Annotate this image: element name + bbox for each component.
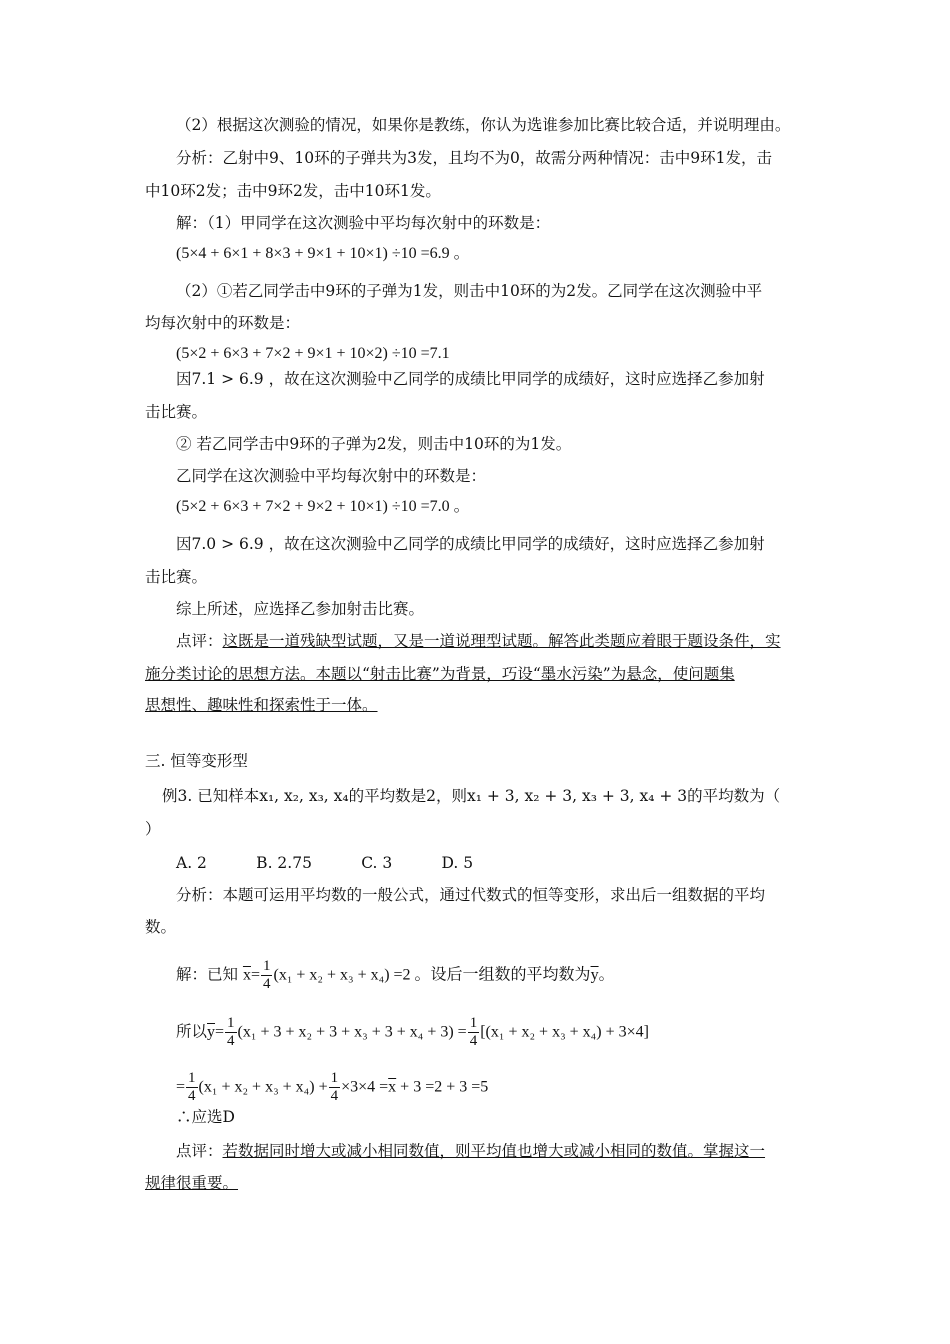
text-line: 乙同学在这次测验中平均每次射中的环数是： — [176, 467, 487, 485]
text-line: 解：（1）甲同学在这次测验中平均每次射中的环数是： — [176, 214, 551, 232]
equals-sign: = — [176, 1078, 186, 1096]
comment-line — [176, 630, 781, 652]
fraction-denominator: 4 — [227, 1033, 235, 1049]
text-line: 因7.0 > 6.9 ，故在这次测验中乙同学的成绩比甲同学的成绩好，这时应选择乙参加射 — [176, 535, 765, 553]
fraction-denominator: 4 — [188, 1088, 196, 1104]
comment-line: 规律很重要。 — [145, 1174, 239, 1192]
math-expr: ×3×4 = — [341, 1078, 389, 1096]
text: 所以 — [176, 1022, 208, 1041]
math-expr: + 3 =2 + 3 =5 — [396, 1078, 489, 1096]
fraction — [261, 958, 273, 993]
text-line: 因7.1 > 6.9 ，故在这次测验中乙同学的成绩比甲同学的成绩好，这时应选择乙参加射 — [176, 370, 765, 388]
text-line: ） — [145, 820, 161, 838]
solution-label: 解：已知 — [176, 965, 239, 984]
example-line: 例3. 已知样本x₁, x₂, x₃, x₄的平均数是2，则x₁ + 3, x₂ + 3, x₃ + 3, x₄ + 3的平均数为（ — [162, 787, 781, 805]
fraction-denominator: 4 — [262, 976, 271, 992]
math-expr: (x₁ + 3 + x₂ + 3 + x₃ + 3 + x₄ + 3) = — [237, 1023, 467, 1041]
math-line: (5×4 + 6×1 + 8×3 + 9×1 + 10×1) ÷10 =6.9 。 — [176, 245, 470, 262]
fraction-numerator: 1 — [262, 958, 271, 974]
fraction — [225, 1015, 237, 1050]
text-line: 综上所述，应选择乙参加射击比赛。 — [176, 600, 425, 618]
text-line: 分析：本题可运用平均数的一般公式，通过代数式的恒等变形，求出后一组数据的平均 — [176, 886, 766, 904]
fraction-denominator: 4 — [330, 1088, 339, 1104]
math-expr: (x₁ + x₂ + x₃ + x₄) + — [198, 1078, 328, 1096]
fraction-numerator: 1 — [469, 1015, 478, 1031]
math-line — [176, 1015, 649, 1050]
text-line: 中10环2发；击中9环2发，击中10环1发。 — [145, 182, 441, 200]
math-expr: [(x₁ + x₂ + x₃ + x₄) + 3×4] — [480, 1023, 649, 1041]
fraction — [329, 1070, 341, 1105]
y-bar: $\overline{y}$ — [590, 966, 599, 984]
x-bar: $\overline{x}$ — [388, 1078, 397, 1096]
comment-text: 若数据同时增大或减小相同数值，则平均值也增大或减小相同的数值。掌握这一 — [222, 1142, 766, 1160]
comment-line: 思想性、趣味性和探索性于一体。 — [145, 696, 378, 714]
comment-line: 施分类讨论的思想方法。本题以“射击比赛”为背景，巧设“墨水污染”为悬念，使问题集 — [145, 665, 735, 683]
comment-label: 点评： — [176, 1142, 223, 1160]
text-line: 击比赛。 — [145, 403, 208, 421]
text-line: 均每次射中的环数是： — [145, 314, 301, 332]
equals-sign: = — [250, 966, 260, 984]
text-line: （2）根据这次测验的情况，如果你是教练，你认为选谁参加比赛比较合适，并说明理由。 — [176, 116, 791, 134]
fraction-numerator: 1 — [330, 1070, 339, 1086]
math-expr: (x₁ + x₂ + x₃ + x₄) =2 。设后一组数的平均数为 — [273, 966, 591, 984]
text-line: ∴应选D — [176, 1108, 235, 1126]
fraction-numerator: 1 — [188, 1070, 196, 1086]
math-line: (5×2 + 6×3 + 7×2 + 9×1 + 10×2) ÷10 =7.1 — [176, 345, 450, 362]
math-line — [176, 958, 614, 993]
fraction — [468, 1015, 480, 1050]
text-line: （2）①若乙同学击中9环的子弹为1发，则击中10环的为2发。乙同学在这次测验中平 — [176, 282, 763, 300]
comment-label: 点评： — [176, 632, 223, 650]
answer-options: A. 2 B. 2.75 C. 3 D. 5 — [176, 854, 474, 872]
fraction-numerator: 1 — [227, 1015, 235, 1031]
text: 。 — [598, 965, 615, 984]
x-bar: $\overline{x}$ — [242, 966, 251, 984]
y-bar: $\overline{y}$ — [207, 1023, 216, 1041]
text-line: 数。 — [145, 918, 177, 936]
section-heading: 三. 恒等变形型 — [145, 752, 248, 770]
fraction — [186, 1070, 198, 1105]
text-line: 击比赛。 — [145, 568, 208, 586]
fraction-denominator: 4 — [469, 1033, 478, 1049]
math-line — [176, 1070, 488, 1105]
comment-text: 这既是一道残缺型试题，又是一道说理型试题。解答此类题应着眼于题设条件，实 — [222, 632, 781, 650]
equals-sign: = — [215, 1023, 225, 1041]
math-line: (5×2 + 6×3 + 7×2 + 9×2 + 10×1) ÷10 =7.0 。 — [176, 498, 470, 515]
text-line: 分析：乙射中9、10环的子弹共为3发，且均不为0，故需分两种情况：击中9环1发，击 — [176, 149, 773, 167]
text-line: ② 若乙同学击中9环的子弹为2发，则击中10环的为1发。 — [176, 435, 572, 453]
comment-line — [176, 1140, 765, 1162]
